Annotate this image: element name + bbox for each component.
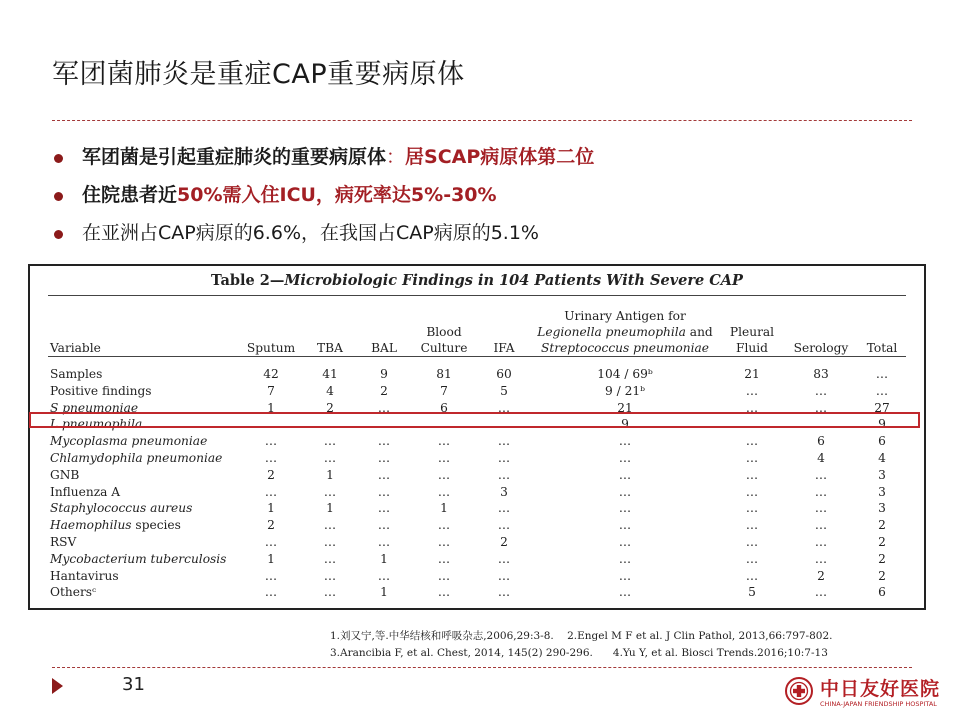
table-cell: … [745, 518, 759, 533]
table-cell: … [497, 518, 511, 533]
table-cell: … [437, 450, 451, 465]
table-cell: … [264, 484, 278, 499]
table-row [48, 360, 908, 383]
table-cell: … [814, 518, 828, 533]
row-variable: Mycobacterium tuberculosis [50, 551, 227, 566]
table-cell: … [437, 417, 451, 432]
table-cell: … [497, 417, 511, 432]
hospital-logo [784, 674, 941, 714]
table-cell: 9 [878, 417, 886, 432]
header-serology: Serology [793, 341, 849, 355]
table-cell: … [618, 585, 632, 600]
microbiology-table [48, 304, 908, 601]
table-cell: … [377, 568, 391, 583]
table-cell: 6 [878, 434, 886, 449]
table-cell: 1 [267, 551, 275, 566]
table-cell: … [437, 585, 451, 600]
table-cell: … [323, 534, 337, 549]
table-cell: … [814, 585, 828, 600]
table-cell: … [377, 518, 391, 533]
reference-line-1 [330, 628, 832, 645]
header-blood-culture [412, 304, 476, 360]
table-cell: … [497, 501, 511, 516]
row-variable: GNB [50, 467, 80, 482]
table-cell: … [745, 400, 759, 415]
table-cell: 4 [817, 450, 825, 465]
table-cell: … [618, 551, 632, 566]
table-cell: 1 [380, 585, 388, 600]
table-cell: … [745, 434, 759, 449]
table-cell: … [497, 585, 511, 600]
table-cell: 1 [267, 501, 275, 516]
table-cell: 104 / 69ᵇ [597, 367, 653, 381]
table-cell: 2 [878, 551, 886, 566]
table-cell: … [264, 585, 278, 600]
row-variable: Samples [50, 367, 103, 381]
header-total: Total [866, 341, 898, 355]
table-row [48, 517, 908, 534]
table-cell: 3 [878, 484, 886, 499]
title-divider [52, 120, 912, 121]
table-cell: … [497, 568, 511, 583]
table-cell: … [323, 417, 337, 432]
header-urinary-antigen [532, 304, 718, 360]
table-cell: 6 [878, 585, 886, 600]
table-cell: … [814, 484, 828, 499]
table-cell: … [323, 518, 337, 533]
table-row [48, 383, 908, 400]
reference-3: 3.Arancibia F, et al. Chest, 2014, 145(2) 290-296. [330, 647, 593, 659]
table-cell: … [323, 551, 337, 566]
table-row [48, 433, 908, 450]
table-cell: … [497, 467, 511, 482]
table-cell: … [497, 400, 511, 415]
bullet-item [52, 214, 594, 252]
table-cell: … [814, 467, 828, 482]
bullet-text: 50%需入住ICU，病死率达5%-30% [177, 184, 497, 206]
reference-4: 4.Yu Y, et al. Biosci Trends.2016;10:7-13 [612, 647, 828, 659]
table-cell: 2 [878, 568, 886, 583]
bullet-text: ： [386, 146, 406, 168]
table-cell: … [377, 417, 391, 432]
table-cell: 2 [267, 467, 275, 482]
table-cell: 21 [617, 400, 633, 415]
table-caption-prefix: Table 2— [211, 272, 285, 289]
table-cell: 5 [748, 585, 756, 600]
table-cell: 3 [500, 484, 508, 499]
table-cell: … [437, 551, 451, 566]
table-cell: 2 [326, 400, 334, 415]
table-cell: 4 [326, 383, 334, 398]
row-variable: S pneumoniae [50, 400, 139, 415]
table-cell: … [618, 484, 632, 499]
table-cell: … [437, 534, 451, 549]
table-cell: … [264, 568, 278, 583]
table-cell: … [377, 484, 391, 499]
slide-title: 军团菌肺炎是重症CAP重要病原体 [52, 59, 465, 90]
table-cell: 81 [436, 367, 452, 381]
table-cell: 9 / 21ᵇ [605, 383, 645, 398]
row-variable: Mycoplasma pneumoniae [50, 434, 208, 449]
table-cell: … [618, 450, 632, 465]
header-pleural-fluid [718, 304, 786, 360]
table-cell: … [875, 383, 889, 398]
table-row [48, 551, 908, 568]
table-cell: … [377, 400, 391, 415]
table-cell: … [437, 568, 451, 583]
table-cell: 9 [380, 367, 388, 381]
hospital-name-cn: 中日友好医院 [820, 678, 941, 700]
table-cell: … [323, 585, 337, 600]
table-cell: 83 [813, 367, 829, 381]
table-cell: … [745, 568, 759, 583]
bullet-text: 住院患者近 [82, 184, 178, 206]
references [330, 628, 832, 662]
table-row [48, 568, 908, 585]
table-cell: … [264, 534, 278, 549]
bullet-dot-icon [54, 154, 63, 163]
hospital-emblem-icon [784, 676, 814, 706]
table-cell: 2 [878, 534, 886, 549]
table-cell: … [745, 551, 759, 566]
table-cell: … [745, 534, 759, 549]
header-ifa: IFA [493, 341, 515, 355]
table-row [48, 484, 908, 501]
table-cell: … [377, 501, 391, 516]
table-cell: 3 [878, 467, 886, 482]
row-variable: Othersᶜ [50, 585, 97, 600]
header-ua-line3: Streptococcus pneumoniae [541, 341, 709, 355]
table-cell: 7 [440, 383, 448, 398]
table-cell: 27 [874, 400, 890, 415]
table-cell: … [745, 383, 759, 398]
table-cell: … [437, 467, 451, 482]
bullet-text: 居SCAP病原体第二位 [405, 146, 595, 168]
table-cell: 4 [878, 450, 886, 465]
reference-1: 1.刘又宁,等.中华结核和呼吸杂志,2006,29:3-8. [330, 630, 554, 642]
table-cell: 7 [267, 383, 275, 398]
table-header-row [48, 304, 908, 360]
table-cell: 9 [621, 417, 629, 432]
table-cell: … [745, 467, 759, 482]
table-cell: … [264, 417, 278, 432]
table-cell: … [814, 400, 828, 415]
row-variable: Positive findings [50, 383, 152, 398]
table-cell: 41 [322, 367, 338, 381]
header-blood-line1: Blood [426, 325, 462, 339]
table-cell: 1 [326, 467, 334, 482]
table-cell: … [745, 484, 759, 499]
table-row [48, 534, 908, 551]
header-ua-line2-and: and [685, 325, 713, 339]
table-cell: … [264, 450, 278, 465]
table-cell: 6 [440, 400, 448, 415]
table-cell: … [618, 434, 632, 449]
bullet-item [52, 176, 594, 214]
table-cell: … [745, 417, 759, 432]
table-cell: … [618, 518, 632, 533]
header-variable: Variable [50, 341, 101, 355]
table-cell: 60 [496, 367, 512, 381]
table-cell: … [814, 534, 828, 549]
table-cell: … [618, 534, 632, 549]
table-cell: … [814, 501, 828, 516]
table-cell: … [437, 484, 451, 499]
table-cell: … [323, 450, 337, 465]
hospital-name-en: CHINA-JAPAN FRIENDSHIP HOSPITAL [820, 700, 937, 708]
row-variable: Influenza A [50, 484, 121, 499]
table-cell: … [745, 450, 759, 465]
table-cell: … [377, 434, 391, 449]
legionella-row-highlight [29, 412, 920, 428]
row-variable: Chlamydophila pneumoniae [50, 450, 223, 465]
header-ua-line1: Urinary Antigen for [564, 309, 686, 323]
page-number: 31 [122, 674, 145, 695]
table-row [48, 500, 908, 517]
table-cell: … [814, 383, 828, 398]
table-cell: … [875, 367, 889, 381]
header-bal: BAL [371, 341, 397, 355]
bullet-list [52, 138, 594, 252]
table-row [48, 450, 908, 467]
table-cell: … [264, 434, 278, 449]
table-cell: … [323, 434, 337, 449]
table-caption-italic: Microbiologic Findings in 104 Patients With Severe CAP [284, 272, 743, 289]
row-variable: RSV [50, 534, 77, 549]
bullet-dot-icon [54, 192, 63, 201]
row-variable: L pneumophila [50, 417, 143, 432]
table-row [48, 584, 908, 601]
table-row [48, 467, 908, 484]
bullet-item [52, 138, 594, 176]
header-pleural-line2: Fluid [736, 341, 768, 355]
table-cell: … [814, 551, 828, 566]
play-triangle-icon [52, 678, 63, 694]
table-cell: … [437, 434, 451, 449]
table-caption [30, 272, 924, 289]
header-tba: TBA [317, 341, 343, 355]
bullet-dot-icon [54, 230, 63, 239]
reference-line-2 [330, 645, 832, 662]
table-cell: 2 [878, 518, 886, 533]
table-cell: … [377, 467, 391, 482]
table-cell: … [497, 434, 511, 449]
microbiology-table-figure [28, 264, 926, 610]
row-variable: Haemophilus species [50, 518, 181, 533]
table-cell: … [497, 551, 511, 566]
table-cell: … [377, 450, 391, 465]
table-cell: 3 [878, 501, 886, 516]
table-cell: 1 [380, 551, 388, 566]
reference-2: 2.Engel M F et al. J Clin Pathol, 2013,66:797-802. [567, 630, 833, 642]
row-variable: Hantavirus [50, 568, 119, 583]
table-top-rule [48, 295, 906, 296]
header-ua-line2-italic: Legionella pneumophila [537, 325, 686, 339]
table-cell: … [618, 501, 632, 516]
table-cell: 5 [500, 383, 508, 398]
table-cell: 2 [380, 383, 388, 398]
table-cell: … [497, 450, 511, 465]
row-variable: Staphylococcus aureus [50, 501, 193, 516]
header-pleural-line1: Pleural [729, 325, 775, 339]
table-cell: 1 [326, 501, 334, 516]
table-cell: … [323, 484, 337, 499]
table-cell: 21 [744, 367, 760, 381]
table-cell: … [618, 467, 632, 482]
table-cell: … [377, 534, 391, 549]
table-body [48, 360, 908, 601]
table-cell: 2 [500, 534, 508, 549]
table-cell: 42 [263, 367, 279, 381]
table-cell: 6 [817, 434, 825, 449]
table-cell: … [745, 501, 759, 516]
table-cell: … [437, 518, 451, 533]
table-cell: 2 [267, 518, 275, 533]
bullet-text: 在亚洲占CAP病原的6.6%，在我国占CAP病原的5.1% [82, 222, 539, 244]
table-cell: 2 [817, 568, 825, 583]
table-cell: 1 [440, 501, 448, 516]
bullet-text: 军团菌是引起重症肺炎的重要病原体 [82, 146, 387, 168]
header-sputum: Sputum [246, 341, 296, 355]
table-cell: … [323, 568, 337, 583]
footer-divider [52, 667, 912, 668]
table-cell: … [618, 568, 632, 583]
table-cell: 1 [267, 400, 275, 415]
header-blood-line2: Culture [420, 341, 468, 355]
